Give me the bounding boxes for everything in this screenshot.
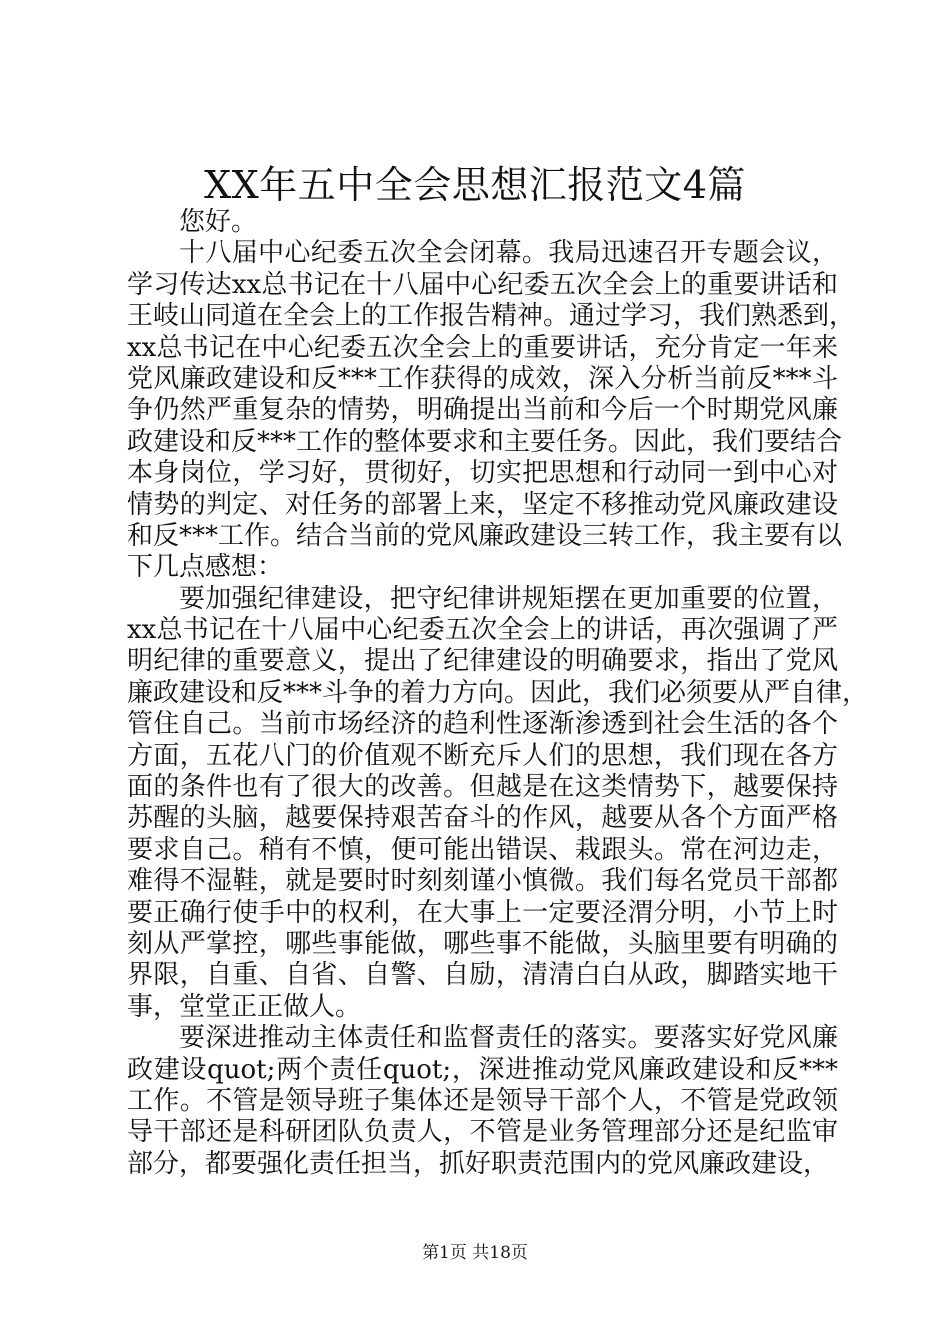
paragraph-2-line: 方面，五花八门的价值观不断充斥人们的思想，我们现在各方 — [127, 740, 838, 771]
paragraph-3-line: 部分，都要强化责任担当，抓好职责范围内的党风廉政建设， — [127, 1148, 830, 1179]
paragraph-1-line: 学习传达xx总书记在十八届中心纪委五次全会上的重要讲话和 — [127, 269, 838, 300]
paragraph-3-line: 工作。不管是领导班子集体还是领导干部个人，不管是党政领 — [127, 1085, 838, 1116]
paragraph-1-line: 情势的判定、对任务的部署上来，坚定不移推动党风廉政建设 — [127, 489, 838, 520]
paragraph-2-line: 要求自己。稍有不慎，便可能出错误、栽跟头。常在河边走， — [127, 834, 838, 865]
document-body — [127, 207, 869, 1180]
paragraph-1-line: 十八届中心纪委五次全会闭幕。我局迅速召开专题会议， — [179, 238, 838, 269]
paragraph-2-line: 廉政建设和反***斗争的着力方向。因此，我们必须要从严自律， — [127, 677, 869, 708]
paragraph-2-line: 难得不湿鞋，就是要时时刻刻谨小慎微。我们每名党员干部都 — [127, 866, 838, 897]
paragraph-2-line: xx总书记在十八届中心纪委五次全会上的讲话，再次强调了严 — [127, 615, 838, 646]
paragraph-2-line: 要正确行使手中的权利，在大事上一定要泾渭分明，小节上时 — [127, 897, 838, 928]
greeting: 您好。 — [179, 207, 258, 237]
paragraph-2-line: 刻从严掌控，哪些事能做，哪些事不能做，头脑里要有明确的 — [127, 928, 838, 959]
paragraph-2-line: 明纪律的重要意义，提出了纪律建设的明确要求，指出了党风 — [127, 646, 838, 677]
paragraph-2-line: 界限，自重、自省、自警、自励，清清白白从政，脚踏实地干 — [127, 960, 838, 991]
paragraph-2-line: 面的条件也有了很大的改善。但越是在这类情势下，越要保持 — [127, 772, 838, 803]
paragraph-3-line: 导干部还是科研团队负责人，不管是业务管理部分还是纪监审 — [127, 1117, 838, 1148]
paragraph-1-line: 本身岗位，学习好，贯彻好，切实把思想和行动同一到中心对 — [127, 458, 838, 489]
paragraph-1-line: xx总书记在中心纪委五次全会上的重要讲话，充分肯定一年来 — [127, 332, 838, 363]
paragraph-2-line: 要加强纪律建设，把守纪律讲规矩摆在更加重要的位置， — [179, 583, 838, 614]
document-title: XX年五中全会思想汇报范文4篇 — [204, 163, 746, 207]
paragraph-2-line: 苏醒的头脑，越要保持艰苦奋斗的作风，越要从各个方面严格 — [127, 803, 838, 834]
paragraph-1-line: 和反***工作。结合当前的党风廉政建设三转工作，我主要有以 — [127, 520, 843, 551]
paragraph-2-line: 管住自己。当前市场经济的趋利性逐渐渗透到社会生活的各个 — [127, 709, 838, 740]
paragraph-1-line: 下几点感想： — [127, 552, 284, 583]
paragraph-2-line: 事，堂堂正正做人。 — [127, 991, 362, 1022]
paragraph-1-line: 政建设和反***工作的整体要求和主要任务。因此，我们要结合 — [127, 426, 843, 457]
paragraph-3-line: 政建设quot;两个责任quot;，深进推动党风廉政建设和反*** — [127, 1054, 838, 1085]
paragraph-1-line: 党风廉政建设和反***工作获得的成效，深入分析当前反***斗 — [127, 363, 838, 394]
page-footer: 第1页 共18页 — [422, 1243, 528, 1263]
paragraph-1-line: 王岐山同道在全会上的工作报告精神。通过学习，我们熟悉到， — [127, 301, 856, 332]
paragraph-3-line: 要深进推动主体责任和监督责任的落实。要落实好党风廉 — [179, 1023, 838, 1054]
paragraph-1-line: 争仍然严重复杂的情势，明确提出当前和今后一个时期党风廉 — [127, 395, 838, 426]
